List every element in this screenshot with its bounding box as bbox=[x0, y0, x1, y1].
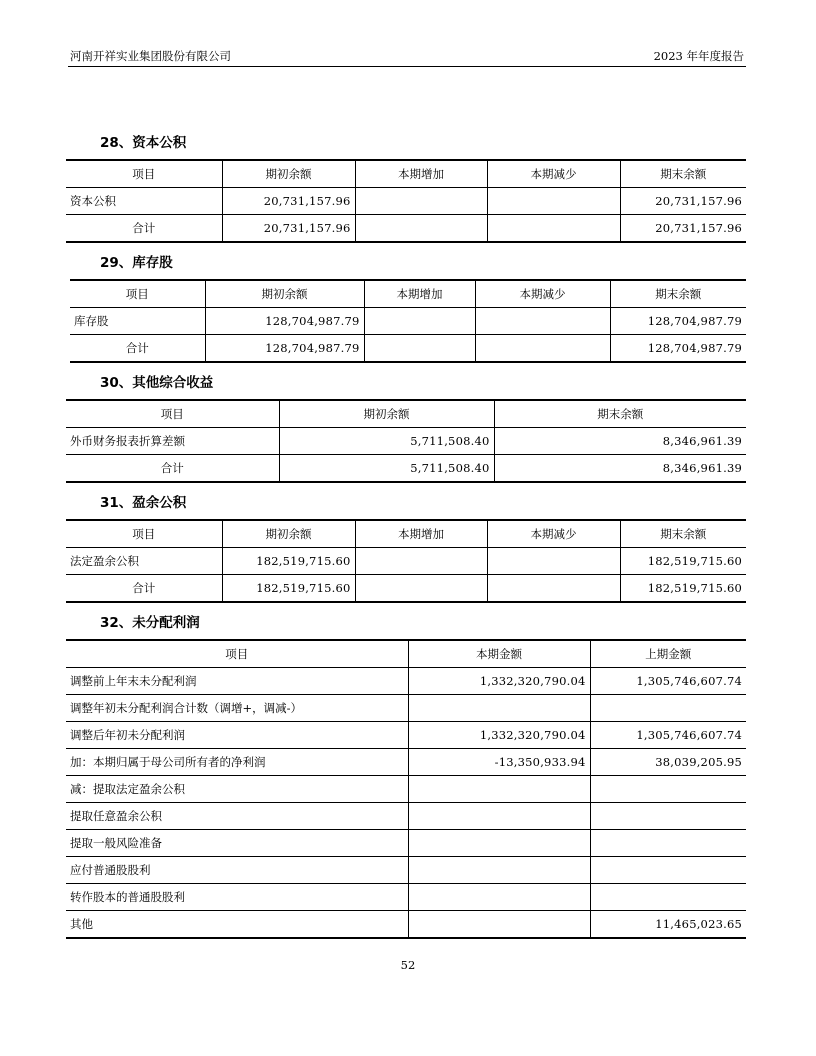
header-cell: 项目 bbox=[66, 400, 279, 428]
value-cell: 128,704,987.79 bbox=[205, 308, 364, 335]
value-cell bbox=[487, 188, 620, 215]
value-cell: 20,731,157.96 bbox=[222, 188, 355, 215]
table-row bbox=[66, 548, 746, 575]
header-cell: 本期增加 bbox=[364, 280, 475, 308]
value-cell: 182,519,715.60 bbox=[222, 575, 355, 603]
value-cell bbox=[487, 575, 620, 603]
row-label: 库存股 bbox=[70, 308, 205, 335]
value-cell: 1,305,746,607.74 bbox=[590, 722, 746, 749]
value-cell bbox=[487, 215, 620, 243]
row-label: 调整年初未分配利润合计数（调增+，调减-） bbox=[66, 695, 408, 722]
row-label: 法定盈余公积 bbox=[66, 548, 222, 575]
table-row bbox=[66, 830, 746, 857]
value-cell: 11,465,023.65 bbox=[590, 911, 746, 939]
page-header bbox=[68, 46, 746, 67]
table-header-row bbox=[70, 280, 746, 308]
value-cell bbox=[355, 188, 487, 215]
value-cell: 182,519,715.60 bbox=[620, 575, 746, 603]
value-cell bbox=[408, 830, 590, 857]
table-row bbox=[66, 695, 746, 722]
header-cell: 期初余额 bbox=[222, 520, 355, 548]
other-comprehensive-income-table bbox=[66, 399, 746, 483]
total-row bbox=[66, 575, 746, 603]
value-cell: 38,039,205.95 bbox=[590, 749, 746, 776]
table-row bbox=[66, 776, 746, 803]
header-cell: 本期减少 bbox=[487, 520, 620, 548]
header-cell: 期初余额 bbox=[279, 400, 494, 428]
treasury-stock-table bbox=[70, 279, 746, 363]
table-row bbox=[66, 911, 746, 939]
row-label: 应付普通股股利 bbox=[66, 857, 408, 884]
value-cell bbox=[408, 884, 590, 911]
value-cell bbox=[364, 308, 475, 335]
row-label: 调整后年初未分配利润 bbox=[66, 722, 408, 749]
page-number: 52 bbox=[400, 958, 416, 972]
row-label: 加：本期归属于母公司所有者的净利润 bbox=[66, 749, 408, 776]
row-label: 资本公积 bbox=[66, 188, 222, 215]
value-cell: 8,346,961.39 bbox=[494, 455, 746, 483]
row-label: 合计 bbox=[66, 215, 222, 243]
value-cell bbox=[487, 548, 620, 575]
value-cell: 1,332,320,790.04 bbox=[408, 668, 590, 695]
row-label: 外币财务报表折算差额 bbox=[66, 428, 279, 455]
table-row bbox=[66, 884, 746, 911]
value-cell bbox=[355, 575, 487, 603]
value-cell bbox=[590, 695, 746, 722]
value-cell bbox=[408, 776, 590, 803]
value-cell bbox=[355, 215, 487, 243]
header-cell: 本期增加 bbox=[355, 160, 487, 188]
header-cell: 项目 bbox=[66, 520, 222, 548]
header-cell: 本期增加 bbox=[355, 520, 487, 548]
value-cell bbox=[475, 335, 610, 363]
header-cell: 期末余额 bbox=[620, 520, 746, 548]
header-cell: 期末余额 bbox=[494, 400, 746, 428]
capital-reserve-table bbox=[66, 159, 746, 243]
table-header-row bbox=[66, 400, 746, 428]
value-cell: 20,731,157.96 bbox=[620, 215, 746, 243]
row-label: 提取任意盈余公积 bbox=[66, 803, 408, 830]
table-row bbox=[66, 722, 746, 749]
value-cell bbox=[590, 776, 746, 803]
surplus-reserve-table bbox=[66, 519, 746, 603]
header-cell: 项目 bbox=[66, 640, 408, 668]
table-row bbox=[66, 188, 746, 215]
undistributed-profit-table bbox=[66, 639, 746, 939]
table-header-row bbox=[66, 640, 746, 668]
row-label: 转作股本的普通股股利 bbox=[66, 884, 408, 911]
section-30-title: 30、其他综合收益 bbox=[100, 375, 214, 391]
value-cell: 8,346,961.39 bbox=[494, 428, 746, 455]
table-row bbox=[66, 749, 746, 776]
value-cell bbox=[590, 857, 746, 884]
value-cell: 182,519,715.60 bbox=[222, 548, 355, 575]
value-cell: 20,731,157.96 bbox=[620, 188, 746, 215]
section-31-title: 31、盈余公积 bbox=[100, 495, 187, 511]
header-cell: 期末余额 bbox=[620, 160, 746, 188]
table-row bbox=[66, 668, 746, 695]
header-cell: 本期金额 bbox=[408, 640, 590, 668]
value-cell bbox=[355, 548, 487, 575]
header-cell: 期末余额 bbox=[610, 280, 746, 308]
total-row bbox=[66, 455, 746, 483]
section-32-title: 32、未分配利润 bbox=[100, 615, 200, 631]
report-title: 2023 年年度报告 bbox=[653, 49, 744, 63]
header-cell: 本期减少 bbox=[475, 280, 610, 308]
row-label: 提取一般风险准备 bbox=[66, 830, 408, 857]
row-label: 合计 bbox=[70, 335, 205, 363]
total-row bbox=[70, 335, 746, 363]
header-cell: 期初余额 bbox=[222, 160, 355, 188]
value-cell: -13,350,933.94 bbox=[408, 749, 590, 776]
value-cell: 128,704,987.79 bbox=[610, 335, 746, 363]
header-cell: 项目 bbox=[66, 160, 222, 188]
header-cell: 本期减少 bbox=[487, 160, 620, 188]
row-label: 减：提取法定盈余公积 bbox=[66, 776, 408, 803]
header-cell: 项目 bbox=[70, 280, 205, 308]
value-cell bbox=[408, 857, 590, 884]
value-cell: 5,711,508.40 bbox=[279, 455, 494, 483]
value-cell bbox=[590, 830, 746, 857]
total-row bbox=[66, 215, 746, 243]
value-cell: 5,711,508.40 bbox=[279, 428, 494, 455]
value-cell bbox=[408, 695, 590, 722]
value-cell bbox=[364, 335, 475, 363]
value-cell bbox=[475, 308, 610, 335]
section-29-title: 29、库存股 bbox=[100, 255, 173, 271]
value-cell: 128,704,987.79 bbox=[610, 308, 746, 335]
row-label: 合计 bbox=[66, 455, 279, 483]
value-cell: 128,704,987.79 bbox=[205, 335, 364, 363]
value-cell bbox=[408, 803, 590, 830]
row-label: 调整前上年末未分配利润 bbox=[66, 668, 408, 695]
table-header-row bbox=[66, 520, 746, 548]
header-cell: 期初余额 bbox=[205, 280, 364, 308]
row-label: 合计 bbox=[66, 575, 222, 603]
table-row bbox=[66, 857, 746, 884]
table-header-row bbox=[66, 160, 746, 188]
table-row bbox=[70, 308, 746, 335]
table-row bbox=[66, 428, 746, 455]
company-name: 河南开祥实业集团股份有限公司 bbox=[70, 49, 231, 63]
table-row bbox=[66, 803, 746, 830]
value-cell: 1,332,320,790.04 bbox=[408, 722, 590, 749]
value-cell bbox=[590, 884, 746, 911]
value-cell bbox=[590, 803, 746, 830]
value-cell: 20,731,157.96 bbox=[222, 215, 355, 243]
value-cell: 1,305,746,607.74 bbox=[590, 668, 746, 695]
header-cell: 上期金额 bbox=[590, 640, 746, 668]
row-label: 其他 bbox=[66, 911, 408, 939]
value-cell bbox=[408, 911, 590, 939]
section-28-title: 28、资本公积 bbox=[100, 135, 187, 151]
value-cell: 182,519,715.60 bbox=[620, 548, 746, 575]
